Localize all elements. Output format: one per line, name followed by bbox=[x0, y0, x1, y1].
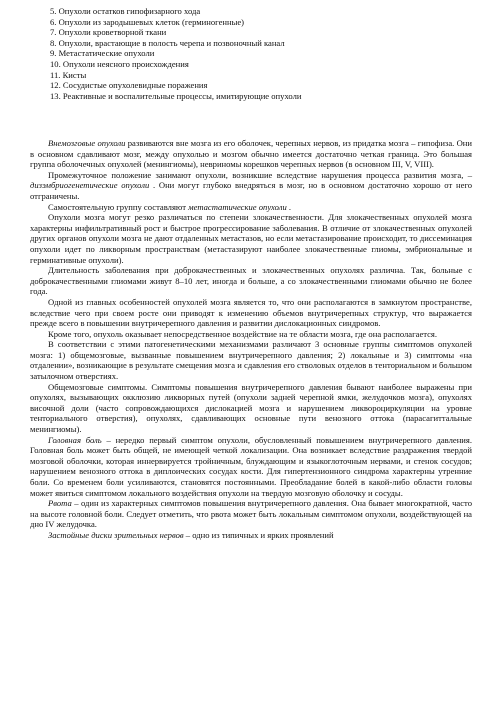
list-item: 12. Сосудистые опухолевидные поражения bbox=[50, 80, 208, 91]
paragraph-text: – одно из типичных и ярких проявлений bbox=[183, 529, 334, 540]
paragraph-malignancy: Опухоли мозга могут резко различаться по степени злокачественности. Для злокачественных опухолей мозга характерны инфильтративный рост и быстрое прогрессирование заболевания. В отличие от злокачественных опухолей других органов опухоли мозга не дают отдаленных метастазов, но если метастазирование происходит, то диссеминация опухоли идет по ликворным пространствам (метастазируют наиболее злокачественные глиомы, эмбриональные и герминативные опухоли). bbox=[30, 212, 472, 265]
paragraph-vomiting bbox=[30, 498, 472, 530]
paragraph-text: – один из характерных симптомов повышения внутричерепного давления. Она бывает многократной, часто на высоте головной боли. Следует отметить, что рвота может быть локальным симптомом опухоли, воздействующей на дно IV желудочка. bbox=[30, 498, 472, 530]
list-item: 7. Опухоли кроветворной ткани bbox=[50, 27, 167, 38]
list-item: 13. Реактивные и воспалительные процессы, имитирующие опухоли bbox=[50, 90, 302, 101]
paragraph-duration: Длительность заболевания при доброкачественных и злокачественных опухолях различна. Так, больные с доброкачественными глиомами живут 8–10 лет, иногда и больше, а со злокачественными глиомами обычно не более года. bbox=[30, 265, 472, 297]
term-metastatic-tumors: метастатические опухоли bbox=[188, 201, 287, 212]
list-item: 10. Опухоли неясного происхождения bbox=[50, 58, 189, 69]
term-dysembryogenetic-tumors: дизэмбриогенетические опухоли bbox=[30, 180, 150, 191]
term-papilledema: Застойные диски зрительных нервов bbox=[48, 529, 184, 540]
paragraph-symptom-groups: В соответствии с этими патогенетическими механизмами различают 3 основные группы симптомов опухолей мозга: 1) общемозговые, вызванные повышением внутричерепного давления; 2) локальные и 3) симптомы «на отдалении», возникающие в результате смещения мозга и сдавления его стволовых отделов в тенториальном и большом затылочном отверстиях. bbox=[30, 339, 472, 382]
term-vomiting: Рвота bbox=[48, 498, 72, 509]
paragraph-text: Промежуточное положение занимают опухоли, возникшие вследствие нарушения процесса развития мозга, – bbox=[48, 169, 472, 180]
tumor-classification-list bbox=[50, 6, 470, 101]
paragraph-papilledema bbox=[30, 530, 472, 541]
paragraph-text: . bbox=[286, 201, 292, 212]
list-item: 6. Опухоли из зародышевых клеток (герминогенные) bbox=[50, 16, 245, 27]
paragraph-general-symptoms: Общемозговые симптомы. Симптомы повышения внутричерепного давления бывают наиболее выражены при опухолях, вызывающих окклюзию ликворных путей (опухоли задней черепной ямки, желудочков мозга), опухолях височной доли (часто сопровождающихся дислокацией мозга и нарушением ликвороциркуляции на уровне тенториального отверстия), опухолях, сдавливающих основные пути венозного оттока (парасагиттальные менингиомы). bbox=[30, 381, 472, 435]
term-headache: Головная боль bbox=[48, 434, 102, 445]
paragraph-extracerebral bbox=[30, 138, 472, 170]
list-item: 11. Кисты bbox=[50, 69, 87, 80]
list-item: 9. Метастатические опухоли bbox=[50, 48, 155, 59]
list-item: 8. Опухоли, врастающие в полость черепа и позвоночный канал bbox=[50, 37, 285, 48]
list-item: 5. Опухоли остатков гипофизарного хода bbox=[50, 6, 201, 16]
term-extracerebral-tumors: Внемозговые опухоли bbox=[48, 138, 126, 148]
paragraph-dysembryogenetic bbox=[30, 170, 472, 202]
paragraph-direct-effect: Кроме того, опухоль оказывает непосредственное воздействие на те области мозга, где она располагается. bbox=[48, 328, 438, 339]
paragraph-text: развиваются вне мозга из его оболочек, черепных нервов, из придатка мозга – гипофиза. Они в основном сдавливают мозг, между опухолью и мозгом обычно имеется достаточно четкая граница. Это большая группа оболочечных опухолей (менингиомы), невриномы корешков черепных нервов (в основном III, V, VIII). bbox=[30, 138, 472, 170]
body-text bbox=[30, 138, 472, 541]
paragraph-text: . Они могут глубоко внедряться в мозг, но в основном достаточно хорошо от него отграничены. bbox=[30, 180, 472, 201]
paragraph-text: Самостоятельную группу составляют bbox=[48, 201, 189, 212]
paragraph-metastatic bbox=[30, 202, 472, 213]
paragraph-text: – нередко первый симптом опухоли, обусловленный повышением внутричерепного давления. Головная боль может быть общей, не имеющей четкой локализации. Она возникает вследствие раздражения твердой мозговой оболочки, которая иннервируется тройничным, блуждающим и языкоглоточным нервами, и стенок сосудов; нарушением венозного оттока в диплоических сосудах кости. Для гипертензионного синдрома характерны утренние боли. Со временем боли усиливаются, становятся постоянными. Преобладание болей в какой-либо области головы может явиться симптомом локального воздействия опухоли на твердую мозговую оболочку и сосуды. bbox=[30, 434, 472, 498]
paragraph-headache bbox=[30, 435, 472, 499]
paragraph-enclosed-space: Одной из главных особенностей опухолей мозга является то, что они располагаются в замкнутом пространстве, вследствие чего при своем росте они приводят к изменению объемов внутричерепных структур, что выражается прежде всего в повышении внутричерепного давления и развитии дислокационных синдромов. bbox=[30, 296, 472, 329]
